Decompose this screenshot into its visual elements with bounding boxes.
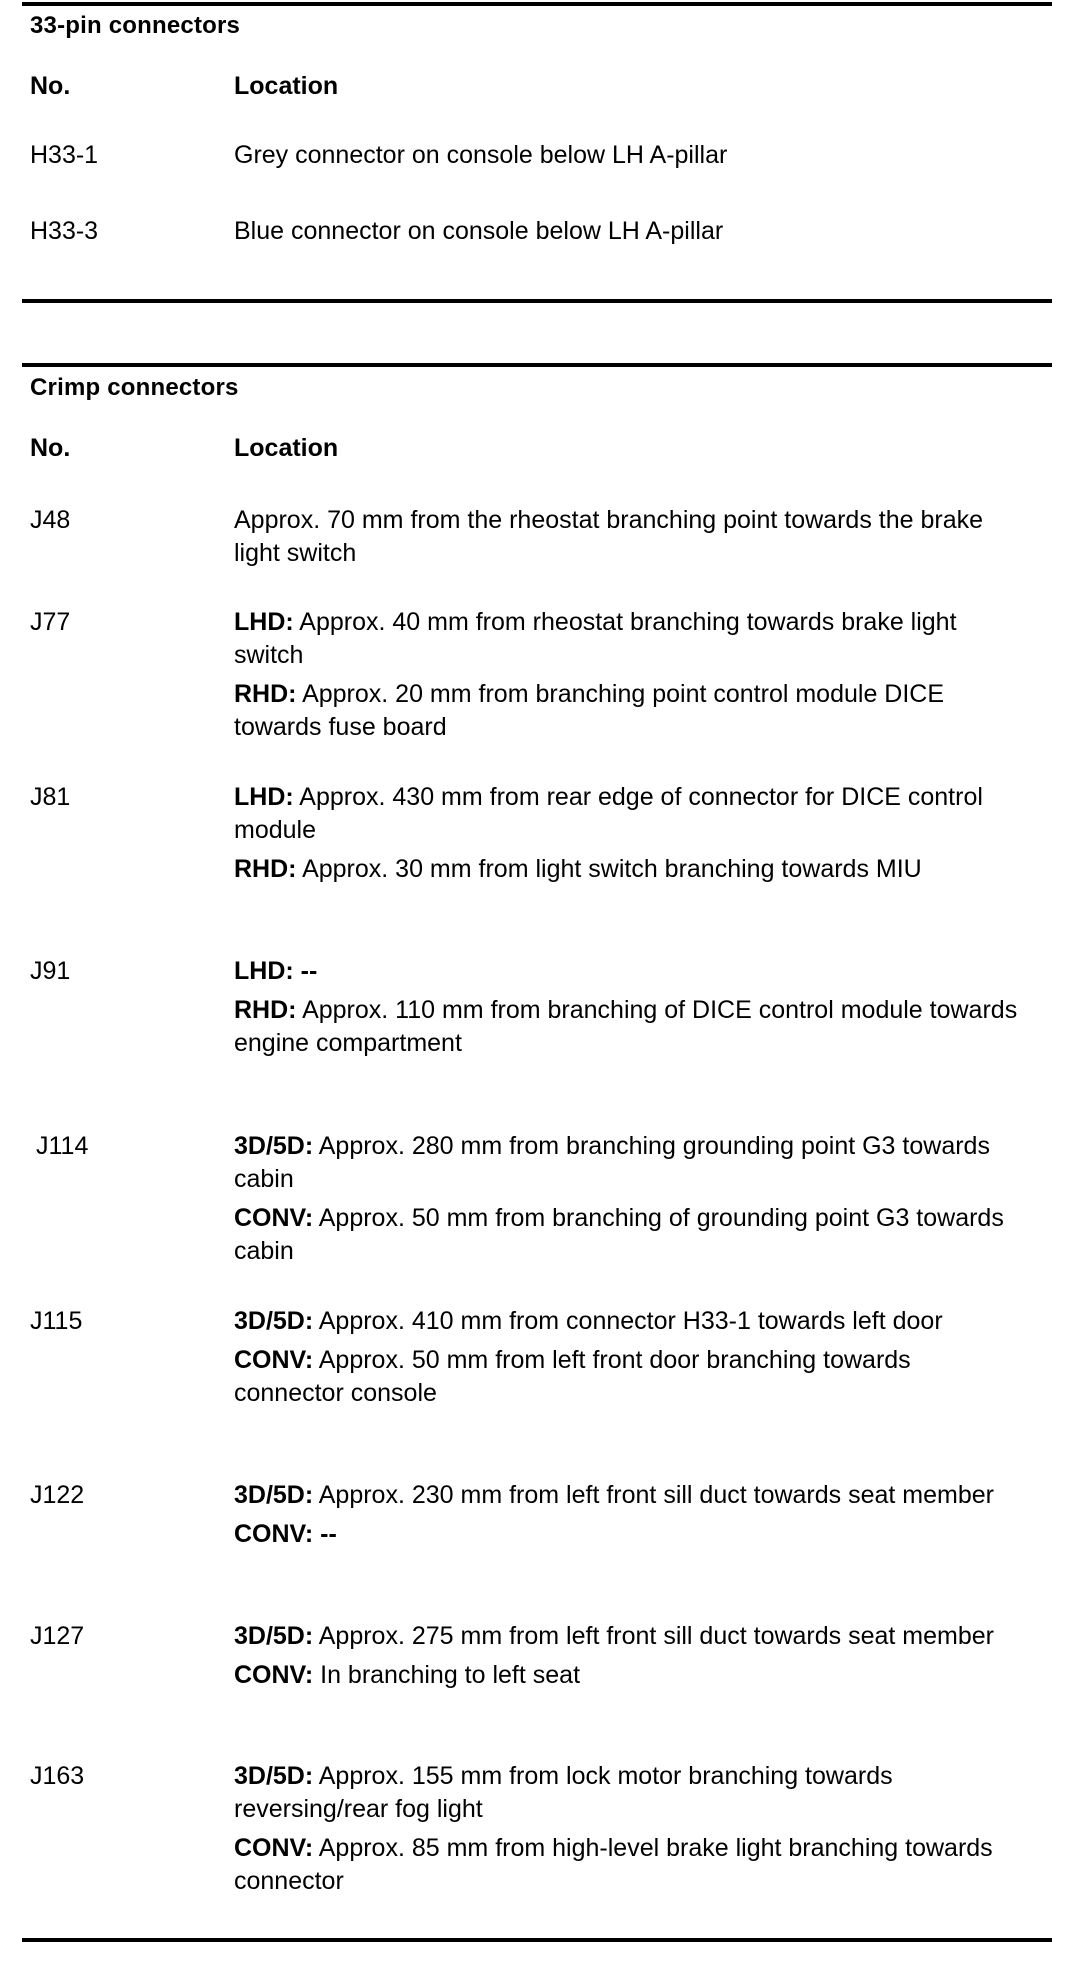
section2-bottom-rule bbox=[22, 1938, 1052, 1942]
location-label: 3D/5D: bbox=[234, 1307, 314, 1335]
connector-location bbox=[234, 504, 1024, 570]
location-text: Approx. 275 mm from left front sill duct towards seat member bbox=[313, 1622, 994, 1650]
location-line bbox=[234, 1130, 1024, 1196]
connector-location bbox=[234, 1760, 1024, 1898]
location-line bbox=[234, 1760, 1024, 1826]
connector-number: J48 bbox=[30, 506, 71, 534]
location-label: LHD: -- bbox=[234, 957, 318, 985]
location-text: Approx. 50 mm from branching of grounding point G3 towards cabin bbox=[234, 1204, 1004, 1265]
connector-number: J91 bbox=[30, 957, 71, 985]
connector-location bbox=[234, 1620, 1024, 1692]
connector-number: J122 bbox=[30, 1481, 85, 1509]
connector-location bbox=[234, 1479, 1024, 1551]
connector-number: J163 bbox=[30, 1762, 85, 1790]
location-line bbox=[234, 1620, 1024, 1653]
location-text: Approx. 30 mm from light switch branching towards MIU bbox=[296, 855, 922, 883]
location-text: Approx. 85 mm from high-level brake light branching towards connector bbox=[234, 1834, 993, 1895]
connector-number: H33-3 bbox=[30, 217, 99, 245]
connector-location: Grey connector on console below LH A-pillar bbox=[234, 141, 728, 169]
location-text: Approx. 230 mm from left front sill duct towards seat member bbox=[313, 1481, 994, 1509]
connector-number: J81 bbox=[30, 783, 71, 811]
location-line bbox=[234, 781, 1024, 847]
location-line bbox=[234, 1202, 1024, 1268]
location-text: Approx. 410 mm from connector H33-1 towards left door bbox=[313, 1307, 943, 1335]
location-line bbox=[234, 1518, 1024, 1551]
location-label: RHD: bbox=[234, 996, 297, 1024]
connector-number: J115 bbox=[30, 1307, 83, 1335]
location-line bbox=[234, 504, 1024, 570]
section1-top-rule bbox=[22, 2, 1052, 6]
location-line bbox=[234, 955, 1024, 988]
location-text: Approx. 430 mm from rear edge of connector for DICE control module bbox=[234, 783, 983, 844]
location-line bbox=[234, 1305, 1024, 1338]
section2-col-no: No. bbox=[30, 434, 71, 462]
location-text: Approx. 155 mm from lock motor branching towards reversing/rear fog light bbox=[234, 1762, 893, 1823]
location-label: CONV: bbox=[234, 1834, 314, 1862]
location-text: Approx. 50 mm from left front door branching towards connector console bbox=[234, 1346, 911, 1407]
section2-top-rule bbox=[22, 363, 1052, 367]
connector-number: J114 bbox=[36, 1132, 89, 1160]
location-label: RHD: bbox=[234, 855, 297, 883]
location-text: Approx. 110 mm from branching of DICE control module towards engine compartment bbox=[234, 996, 1018, 1057]
location-line bbox=[234, 606, 1024, 672]
location-text: Approx. 280 mm from branching grounding point G3 towards cabin bbox=[234, 1132, 990, 1193]
location-line bbox=[234, 1659, 1024, 1692]
connector-number: J127 bbox=[30, 1622, 85, 1650]
location-label: 3D/5D: bbox=[234, 1622, 314, 1650]
connector-number: H33-1 bbox=[30, 141, 99, 169]
location-label: 3D/5D: bbox=[234, 1132, 314, 1160]
location-line bbox=[234, 1832, 1024, 1898]
location-line bbox=[234, 1344, 1024, 1410]
location-line bbox=[234, 678, 1024, 744]
connector-location: Blue connector on console below LH A-pillar bbox=[234, 217, 724, 245]
section2-col-location: Location bbox=[234, 434, 339, 462]
connector-location bbox=[234, 606, 1024, 744]
connector-location bbox=[234, 1305, 1024, 1410]
location-text: In branching to left seat bbox=[313, 1661, 581, 1689]
location-label: CONV: bbox=[234, 1661, 314, 1689]
connector-location bbox=[234, 1130, 1024, 1268]
location-line bbox=[234, 1479, 1024, 1512]
location-label: 3D/5D: bbox=[234, 1481, 314, 1509]
section1-title: 33-pin connectors bbox=[30, 12, 241, 39]
section1-col-location: Location bbox=[234, 72, 339, 100]
section1-bottom-rule bbox=[22, 299, 1052, 303]
location-label: 3D/5D: bbox=[234, 1762, 314, 1790]
connector-location bbox=[234, 955, 1024, 1060]
location-label: CONV: bbox=[234, 1346, 314, 1374]
location-line bbox=[234, 853, 1024, 886]
location-text: Approx. 70 mm from the rheostat branching point towards the brake light switch bbox=[234, 506, 983, 567]
location-label: RHD: bbox=[234, 680, 297, 708]
connector-number: J77 bbox=[30, 608, 71, 636]
location-label: LHD: bbox=[234, 783, 294, 811]
section1-col-no: No. bbox=[30, 72, 71, 100]
location-text: Approx. 40 mm from rheostat branching towards brake light switch bbox=[234, 608, 957, 669]
connector-location bbox=[234, 781, 1024, 886]
location-label: LHD: bbox=[234, 608, 294, 636]
location-label: CONV: -- bbox=[234, 1520, 337, 1548]
location-line bbox=[234, 994, 1024, 1060]
section2-title: Crimp connectors bbox=[30, 374, 239, 401]
location-text: Approx. 20 mm from branching point control module DICE towards fuse board bbox=[234, 680, 945, 741]
location-label: CONV: bbox=[234, 1204, 314, 1232]
